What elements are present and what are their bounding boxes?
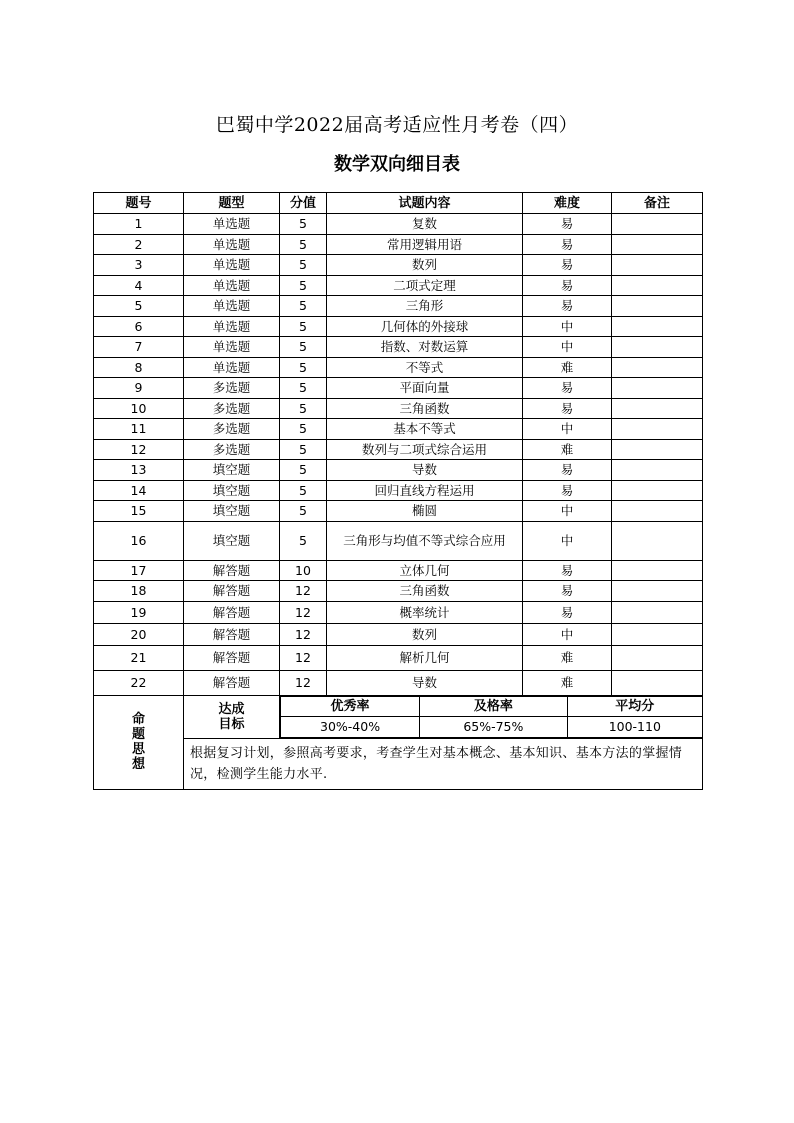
table-row <box>94 623 703 645</box>
cell-type: 多选题 <box>184 378 280 399</box>
cell-difficulty: 难 <box>523 670 612 695</box>
cell-note <box>612 234 703 255</box>
table-row <box>94 439 703 460</box>
metric-name: 及格率 <box>420 696 568 717</box>
metric-value: 100-110 <box>567 717 702 738</box>
cell-no: 4 <box>94 275 184 296</box>
cell-no: 9 <box>94 378 184 399</box>
cell-no: 10 <box>94 398 184 419</box>
table-row <box>94 480 703 501</box>
cell-no: 12 <box>94 439 184 460</box>
table-row <box>94 296 703 317</box>
cell-type: 多选题 <box>184 398 280 419</box>
goal-label-top: 达成 <box>218 701 245 717</box>
cell-difficulty: 易 <box>523 255 612 276</box>
cell-note <box>612 480 703 501</box>
cell-score: 5 <box>280 255 327 276</box>
table-row <box>94 581 703 602</box>
cell-note <box>612 296 703 317</box>
cell-content: 导数 <box>327 460 523 481</box>
cell-no: 14 <box>94 480 184 501</box>
cell-note <box>612 398 703 419</box>
cell-content: 二项式定理 <box>327 275 523 296</box>
table-row <box>94 560 703 581</box>
table-row <box>94 214 703 235</box>
table-row <box>94 357 703 378</box>
cell-content: 复数 <box>327 214 523 235</box>
header-note: 备注 <box>612 193 703 214</box>
header-score: 分值 <box>280 193 327 214</box>
cell-difficulty: 易 <box>523 378 612 399</box>
cell-type: 单选题 <box>184 316 280 337</box>
cell-difficulty: 易 <box>523 581 612 602</box>
cell-note <box>612 419 703 440</box>
cell-note <box>612 275 703 296</box>
cell-no: 8 <box>94 357 184 378</box>
cell-score: 5 <box>280 316 327 337</box>
spec-table <box>93 192 703 790</box>
cell-content: 数列与二项式综合运用 <box>327 439 523 460</box>
cell-no: 13 <box>94 460 184 481</box>
cell-score: 12 <box>280 601 327 623</box>
cell-type: 单选题 <box>184 255 280 276</box>
cell-content: 不等式 <box>327 357 523 378</box>
header-row <box>94 193 703 214</box>
cell-type: 解答题 <box>184 670 280 695</box>
cell-type: 单选题 <box>184 337 280 358</box>
cell-content: 常用逻辑用语 <box>327 234 523 255</box>
cell-no: 18 <box>94 581 184 602</box>
cell-note <box>612 439 703 460</box>
table-row <box>94 501 703 522</box>
header-difficulty: 难度 <box>523 193 612 214</box>
cell-content: 回归直线方程运用 <box>327 480 523 501</box>
cell-score: 5 <box>280 460 327 481</box>
thought-text: 根据复习计划，参照高考要求，考查学生对基本概念、基本知识、基本方法的掌握情况，检测学生能力水平. <box>184 738 703 789</box>
cell-no: 21 <box>94 645 184 670</box>
table-row <box>94 521 703 560</box>
cell-difficulty: 难 <box>523 439 612 460</box>
table-row <box>94 398 703 419</box>
cell-score: 5 <box>280 214 327 235</box>
cell-type: 单选题 <box>184 234 280 255</box>
cell-score: 5 <box>280 439 327 460</box>
goal-metrics <box>280 695 703 738</box>
cell-difficulty: 易 <box>523 296 612 317</box>
cell-note <box>612 378 703 399</box>
table-row <box>94 275 703 296</box>
cell-content: 三角形与均值不等式综合应用 <box>327 521 523 560</box>
cell-type: 单选题 <box>184 296 280 317</box>
cell-content: 椭圆 <box>327 501 523 522</box>
summary-row-bottom <box>94 738 703 789</box>
cell-score: 5 <box>280 501 327 522</box>
cell-score: 12 <box>280 670 327 695</box>
metric-value: 30%-40% <box>281 717 420 738</box>
table-row <box>94 337 703 358</box>
cell-difficulty: 易 <box>523 398 612 419</box>
cell-type: 填空题 <box>184 501 280 522</box>
cell-difficulty: 易 <box>523 460 612 481</box>
metric-name: 平均分 <box>567 696 702 717</box>
cell-difficulty: 中 <box>523 501 612 522</box>
cell-difficulty: 中 <box>523 337 612 358</box>
summary-row-top <box>94 695 703 738</box>
header-no: 题号 <box>94 193 184 214</box>
metrics-table <box>280 696 702 738</box>
cell-difficulty: 难 <box>523 357 612 378</box>
cell-note <box>612 460 703 481</box>
cell-type: 解答题 <box>184 623 280 645</box>
cell-no: 22 <box>94 670 184 695</box>
goal-label-bottom: 目标 <box>218 716 245 732</box>
cell-note <box>612 521 703 560</box>
cell-type: 解答题 <box>184 581 280 602</box>
cell-type: 单选题 <box>184 357 280 378</box>
table-row <box>94 234 703 255</box>
cell-no: 20 <box>94 623 184 645</box>
cell-score: 5 <box>280 234 327 255</box>
cell-score: 5 <box>280 275 327 296</box>
table-row <box>94 255 703 276</box>
cell-content: 数列 <box>327 255 523 276</box>
document-subtitle: 数学双向细目表 <box>334 154 460 175</box>
header-type: 题型 <box>184 193 280 214</box>
cell-no: 17 <box>94 560 184 581</box>
cell-content: 三角函数 <box>327 398 523 419</box>
cell-content: 指数、对数运算 <box>327 337 523 358</box>
metric-name: 优秀率 <box>281 696 420 717</box>
cell-type: 填空题 <box>184 460 280 481</box>
cell-score: 5 <box>280 419 327 440</box>
cell-score: 5 <box>280 296 327 317</box>
cell-note <box>612 316 703 337</box>
cell-no: 2 <box>94 234 184 255</box>
table-row <box>94 460 703 481</box>
table-row <box>94 316 703 337</box>
cell-note <box>612 670 703 695</box>
cell-content: 三角形 <box>327 296 523 317</box>
thought-label-char: 想 <box>131 757 145 772</box>
thought-label <box>94 695 184 789</box>
cell-type: 填空题 <box>184 480 280 501</box>
cell-note <box>612 337 703 358</box>
cell-content: 几何体的外接球 <box>327 316 523 337</box>
cell-difficulty: 易 <box>523 560 612 581</box>
table-row <box>94 601 703 623</box>
cell-note <box>612 501 703 522</box>
cell-type: 单选题 <box>184 214 280 235</box>
cell-content: 概率统计 <box>327 601 523 623</box>
cell-content: 解析几何 <box>327 645 523 670</box>
cell-no: 7 <box>94 337 184 358</box>
cell-difficulty: 易 <box>523 214 612 235</box>
cell-no: 15 <box>94 501 184 522</box>
cell-no: 5 <box>94 296 184 317</box>
table-row <box>94 645 703 670</box>
cell-difficulty: 中 <box>523 623 612 645</box>
cell-type: 多选题 <box>184 439 280 460</box>
cell-difficulty: 易 <box>523 275 612 296</box>
cell-note <box>612 357 703 378</box>
metric-value: 65%-75% <box>420 717 568 738</box>
cell-content: 数列 <box>327 623 523 645</box>
cell-no: 19 <box>94 601 184 623</box>
cell-type: 多选题 <box>184 419 280 440</box>
cell-note <box>612 581 703 602</box>
cell-content: 导数 <box>327 670 523 695</box>
cell-score: 5 <box>280 337 327 358</box>
cell-note <box>612 214 703 235</box>
cell-score: 5 <box>280 357 327 378</box>
cell-type: 解答题 <box>184 645 280 670</box>
cell-note <box>612 623 703 645</box>
cell-difficulty: 易 <box>523 234 612 255</box>
cell-difficulty: 易 <box>523 601 612 623</box>
cell-note <box>612 255 703 276</box>
cell-score: 5 <box>280 398 327 419</box>
table-row <box>94 670 703 695</box>
cell-note <box>612 601 703 623</box>
cell-score: 5 <box>280 521 327 560</box>
cell-no: 3 <box>94 255 184 276</box>
cell-score: 5 <box>280 378 327 399</box>
thought-label-char: 题 <box>131 727 145 742</box>
goal-label <box>184 695 280 738</box>
cell-type: 填空题 <box>184 521 280 560</box>
cell-content: 立体几何 <box>327 560 523 581</box>
cell-score: 10 <box>280 560 327 581</box>
cell-no: 11 <box>94 419 184 440</box>
table-row <box>94 419 703 440</box>
cell-difficulty: 中 <box>523 521 612 560</box>
cell-difficulty: 中 <box>523 419 612 440</box>
cell-difficulty: 难 <box>523 645 612 670</box>
cell-no: 16 <box>94 521 184 560</box>
cell-type: 解答题 <box>184 601 280 623</box>
thought-label-char: 思 <box>131 742 145 757</box>
cell-difficulty: 中 <box>523 316 612 337</box>
cell-note <box>612 560 703 581</box>
cell-content: 三角函数 <box>327 581 523 602</box>
cell-note <box>612 645 703 670</box>
header-content: 试题内容 <box>327 193 523 214</box>
cell-score: 12 <box>280 623 327 645</box>
cell-type: 单选题 <box>184 275 280 296</box>
cell-content: 基本不等式 <box>327 419 523 440</box>
document-title: 巴蜀中学2022届高考适应性月考卷（四） <box>215 114 579 136</box>
cell-type: 解答题 <box>184 560 280 581</box>
cell-score: 5 <box>280 480 327 501</box>
cell-score: 12 <box>280 581 327 602</box>
cell-no: 1 <box>94 214 184 235</box>
cell-difficulty: 易 <box>523 480 612 501</box>
cell-no: 6 <box>94 316 184 337</box>
cell-score: 12 <box>280 645 327 670</box>
thought-label-char: 命 <box>131 712 145 727</box>
table-row <box>94 378 703 399</box>
cell-content: 平面向量 <box>327 378 523 399</box>
